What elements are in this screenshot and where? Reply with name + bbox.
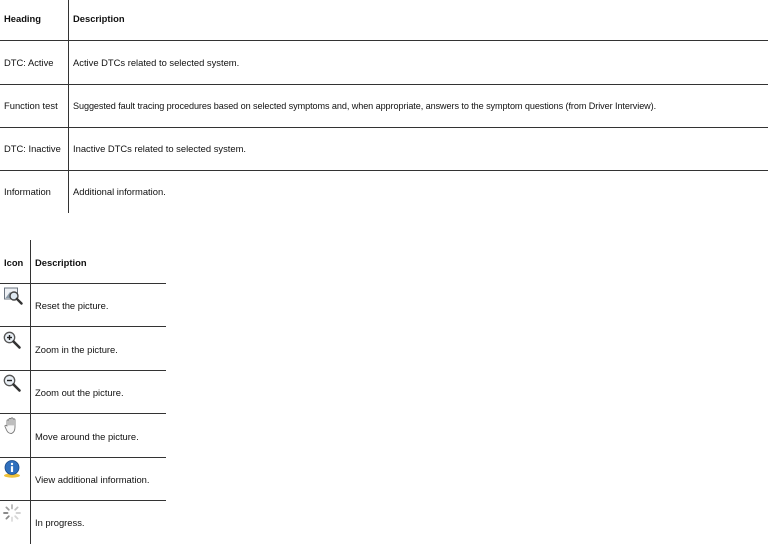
table2-header-rule [0, 283, 166, 284]
row-heading: DTC: Inactive [4, 143, 61, 154]
reset-picture-icon [3, 285, 23, 305]
row-description: Zoom out the picture. [35, 387, 124, 398]
row-heading: Function test [4, 100, 58, 111]
row-description: Active DTCs related to selected system. [73, 57, 240, 68]
table2-header-description: Description [35, 257, 87, 268]
row-description: Inactive DTCs related to selected system. [73, 143, 246, 154]
row-description: Reset the picture. [35, 300, 109, 311]
table1-header-rule [0, 40, 768, 41]
info-icon [2, 459, 22, 479]
table2-row-rule [0, 457, 166, 458]
table2-row-rule [0, 413, 166, 414]
table1-header-description: Description [73, 13, 125, 24]
row-description: Zoom in the picture. [35, 344, 118, 355]
hand-pan-icon [2, 416, 22, 436]
zoom-out-icon [2, 373, 22, 393]
row-description: Suggested fault tracing procedures based on selected symptoms and, when appropriate, answers to the symptom questions (from Driver Interview). [73, 101, 657, 111]
table2-header-icon: Icon [4, 257, 24, 268]
row-description: Additional information. [73, 186, 166, 197]
row-heading: Information [4, 186, 51, 197]
table2-row-rule [0, 370, 166, 371]
row-description: Move around the picture. [35, 431, 139, 442]
table1-row-rule [0, 170, 768, 171]
table2-row-rule [0, 326, 166, 327]
table1-header-heading: Heading [4, 13, 41, 24]
spinner-icon [2, 503, 22, 523]
row-heading: DTC: Active [4, 57, 54, 68]
row-description: In progress. [35, 517, 85, 528]
zoom-in-icon [2, 330, 22, 350]
table2-row-rule [0, 500, 166, 501]
table1-row-rule [0, 84, 768, 85]
table1-row-rule [0, 127, 768, 128]
row-description: View additional information. [35, 474, 150, 485]
table2-column-divider [30, 240, 31, 544]
table1-column-divider [68, 0, 69, 213]
